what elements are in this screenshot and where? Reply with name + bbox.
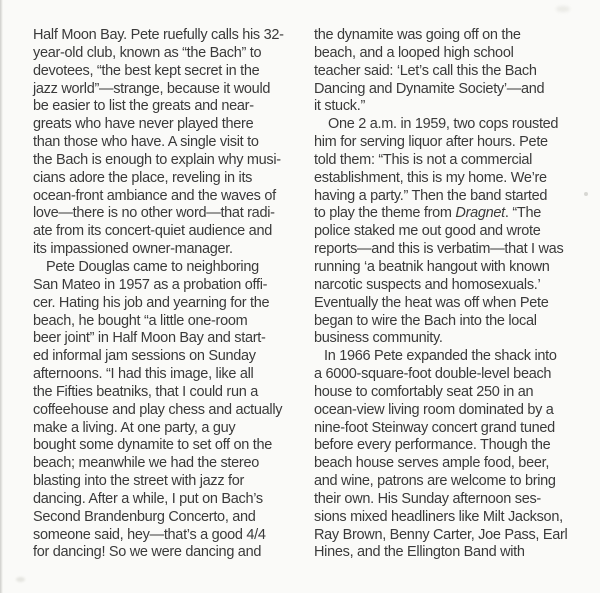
text-line: be easier to list the greats and near- xyxy=(33,98,254,115)
text-line: afternoons. “I had this image, like all xyxy=(33,366,254,383)
text-line: having a party.” Then the band started xyxy=(314,187,548,204)
text-line: Pete Douglas came to neighboring xyxy=(46,258,259,275)
text-line: jazz world”—strange, because it would xyxy=(33,80,271,97)
text-line: beach, he bought “a little one-room xyxy=(33,312,248,329)
text-line: nine-foot Steinway concert grand tuned xyxy=(314,419,555,436)
text-line: ocean-front ambiance and the waves of xyxy=(33,187,276,204)
text-line: than those who have. A single visit to xyxy=(33,134,259,151)
text-line: San Mateo in 1957 as a probation offi- xyxy=(33,276,268,293)
text-line: beach house serves ample food, beer, xyxy=(314,455,550,472)
text-line: house to comfortably seat 250 in an xyxy=(314,383,534,400)
text-line: for dancing! So we were dancing and xyxy=(33,544,262,561)
text-line: One 2 a.m. in 1959, two cops rousted xyxy=(328,116,559,133)
text-line: narcotic suspects and homosexuals.’ xyxy=(314,276,541,293)
text-line: before every performance. Though the xyxy=(314,437,551,454)
text-line: him for serving liquor after hours. Pete xyxy=(314,134,548,151)
text-line: devotees, “the best kept secret in the xyxy=(33,62,260,79)
scan-edge-shadow xyxy=(0,0,3,593)
text-line: began to wire the Bach into the local xyxy=(314,312,537,329)
italic-text: Dragnet xyxy=(455,205,505,222)
text-line: cians adore the place, reveling in its xyxy=(33,169,253,186)
text-line: dancing. After a while, I put on Bach’s xyxy=(33,490,263,507)
text-line: Eventually the heat was off when Pete xyxy=(314,294,549,311)
text-line: ate from its concert-quiet audience and xyxy=(33,223,272,240)
text-line: blasting into the street with jazz for xyxy=(33,473,245,490)
text-line: teacher said: ‘Let’s call this the Bach xyxy=(314,62,537,79)
text-line: and wine, patrons are welcome to bring xyxy=(314,473,556,490)
text-line: Second Brandenburg Concerto, and xyxy=(33,508,256,525)
text-line: their own. His Sunday afternoon ses- xyxy=(314,490,541,507)
text-line: told them: “This is not a commercial xyxy=(314,151,533,168)
text-line: cer. Hating his job and yearning for the xyxy=(33,294,270,311)
text-line: someone said, hey—that’s a good 4/4 xyxy=(33,526,266,543)
scan-artifact xyxy=(16,577,25,582)
text-line: love—there is no other word—that radi- xyxy=(33,205,275,222)
text-line: In 1966 Pete expanded the shack into xyxy=(324,348,557,365)
text-line: running ‘a beatnik hangout with known xyxy=(314,258,550,275)
text-line: beach; meanwhile we had the stereo xyxy=(33,455,259,472)
text-line: bought some dynamite to set off on the xyxy=(33,437,273,454)
text-line: the Bach is enough to explain why musi- xyxy=(33,151,281,168)
text-line: make a living. At one party, a guy xyxy=(33,419,236,436)
text-line: coffeehouse and play chess and actually xyxy=(33,401,283,418)
text-line: Ray Brown, Benny Carter, Joe Pass, Earl xyxy=(314,526,568,543)
scan-artifact xyxy=(556,6,570,12)
text-line: ed informal jam sessions on Sunday xyxy=(33,348,256,365)
text-line: the dynamite was going off on the xyxy=(314,27,521,43)
text-line: to play the theme from Dragnet. “The xyxy=(314,205,541,222)
text-line: a 6000-square-foot double-level beach xyxy=(314,366,552,383)
text-line: reports—and this is verbatim—that I was xyxy=(314,241,564,258)
text-line: greats who have never played there xyxy=(33,116,254,133)
text-line: sions mixed headliners like Milt Jackson, xyxy=(314,508,563,525)
text-line: beer joint” in Half Moon Bay and start- xyxy=(33,330,266,347)
text-line: it stuck.” xyxy=(314,98,365,115)
text-column-left xyxy=(33,27,301,562)
text-line: the Fifties beatniks, that I could run a xyxy=(33,383,258,400)
text-line: Half Moon Bay. Pete ruefully calls his 32- xyxy=(33,27,284,43)
text-line: year-old club, known as “the Bach” to xyxy=(33,44,262,61)
text-column-right xyxy=(314,27,596,562)
text-line: establishment, this is my home. We’re xyxy=(314,169,547,186)
text-line: Hines, and the Ellington Band with xyxy=(314,544,525,561)
text-line: beach, and a looped high school xyxy=(314,44,514,61)
text-line: its impassioned owner-manager. xyxy=(33,241,233,258)
text-line: Dancing and Dynamite Society’—and xyxy=(314,80,545,97)
text-line: police staked me out good and wrote xyxy=(314,223,541,240)
text-line: business community. xyxy=(314,330,443,347)
text-line: ocean-view living room dominated by a xyxy=(314,401,554,418)
